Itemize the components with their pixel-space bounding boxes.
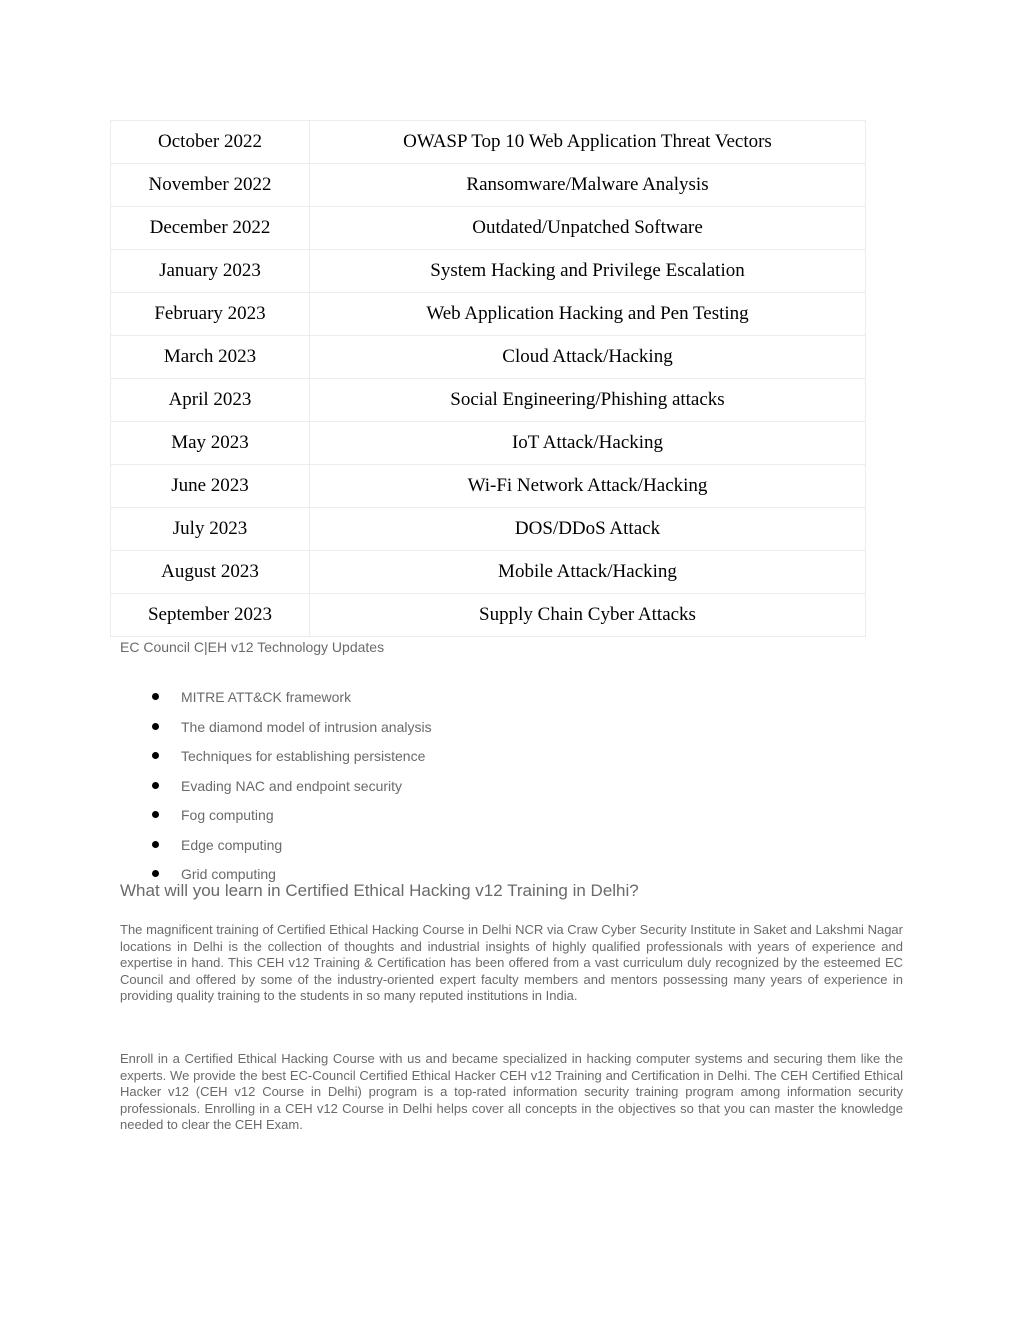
- month-cell: March 2023: [111, 336, 310, 379]
- intro-paragraph: The magnificent training of Certified Ethical Hacking Course in Delhi NCR via Craw Cyber Security Institute in Saket and Lakshmi Nagar locations in Delhi is the collection of thoughts and industrial insights of highly qualified professionals with years of experience and expertise in hand. This CEH v12 Training & Certification has been offered from a vast curriculum duly recognized by the esteemed EC Council and offered by some of the industry-oriented expert faculty members and mentors possessing many years of experience in providing quality training to the students in so many reputed institutions in India.: [120, 922, 903, 1003]
- month-cell: July 2023: [111, 508, 310, 551]
- month-cell: November 2022: [111, 164, 310, 207]
- bullet-icon: [152, 811, 159, 818]
- table-row: [111, 336, 866, 379]
- topic-cell: DOS/DDoS Attack: [310, 508, 866, 551]
- topic-cell: Wi-Fi Network Attack/Hacking: [310, 465, 866, 508]
- list-item: [120, 830, 432, 860]
- table-row: [111, 121, 866, 164]
- enroll-paragraph: Enroll in a Certified Ethical Hacking Course with us and became specialized in hacking computer systems and securing them like the experts. We provide the best EC-Council Certified Ethical Hacker CEH v12 Training and Certification in Delhi. The CEH Certified Ethical Hacker v12 (CEH v12 Course in Delhi) program is a top-rated information security training program among information security professionals. Enrolling in a CEH v12 Course in Delhi helps cover all concepts in the objectives so that you can master the knowledge needed to clear the CEH Exam.: [120, 1051, 903, 1132]
- bullet-icon: [152, 782, 159, 789]
- list-item-label: Fog computing: [181, 807, 274, 823]
- learn-heading: What will you learn in Certified Ethical Hacking v12 Training in Delhi?: [120, 881, 639, 900]
- table-row: [111, 551, 866, 594]
- bullet-icon: [152, 693, 159, 700]
- list-item: [120, 800, 432, 830]
- list-item-label: MITRE ATT&CK framework: [181, 689, 352, 705]
- list-item-label: Edge computing: [181, 836, 283, 853]
- updates-list: [120, 682, 432, 889]
- bullet-icon: [152, 723, 159, 730]
- table-row: [111, 293, 866, 336]
- topic-cell: Mobile Attack/Hacking: [310, 551, 866, 594]
- table-row: [111, 422, 866, 465]
- table-row: [111, 207, 866, 250]
- topic-cell: Cloud Attack/Hacking: [310, 336, 866, 379]
- topic-cell: IoT Attack/Hacking: [310, 422, 866, 465]
- month-cell: April 2023: [111, 379, 310, 422]
- list-item-label: Grid computing: [181, 866, 276, 882]
- topic-cell: Outdated/Unpatched Software: [310, 207, 866, 250]
- table-row: [111, 465, 866, 508]
- topic-cell: Ransomware/Malware Analysis: [310, 164, 866, 207]
- list-item-label: Evading NAC and endpoint security: [181, 777, 403, 794]
- updates-title: EC Council C|EH v12 Technology Updates: [120, 639, 385, 655]
- list-item: [120, 712, 432, 742]
- bullet-icon: [152, 841, 159, 848]
- month-cell: June 2023: [111, 465, 310, 508]
- list-item: [120, 771, 432, 801]
- topic-cell: Web Application Hacking and Pen Testing: [310, 293, 866, 336]
- month-cell: September 2023: [111, 594, 310, 637]
- table-row: [111, 594, 866, 637]
- list-item: [120, 682, 432, 712]
- topic-cell: Supply Chain Cyber Attacks: [310, 594, 866, 637]
- topic-cell: System Hacking and Privilege Escalation: [310, 250, 866, 293]
- table-row: [111, 379, 866, 422]
- month-cell: December 2022: [111, 207, 310, 250]
- month-cell: August 2023: [111, 551, 310, 594]
- table-row: [111, 508, 866, 551]
- list-item: [120, 741, 432, 771]
- table-row: [111, 250, 866, 293]
- month-cell: October 2022: [111, 121, 310, 164]
- month-cell: May 2023: [111, 422, 310, 465]
- bullet-icon: [152, 752, 159, 759]
- schedule-table: [110, 120, 866, 637]
- bullet-icon: [152, 870, 159, 877]
- month-cell: February 2023: [111, 293, 310, 336]
- month-cell: January 2023: [111, 250, 310, 293]
- topic-cell: OWASP Top 10 Web Application Threat Vectors: [310, 121, 866, 164]
- list-item-label: The diamond model of intrusion analysis: [181, 718, 432, 735]
- topic-cell: Social Engineering/Phishing attacks: [310, 379, 866, 422]
- table-row: [111, 164, 866, 207]
- list-item-label: Techniques for establishing persistence: [181, 748, 426, 764]
